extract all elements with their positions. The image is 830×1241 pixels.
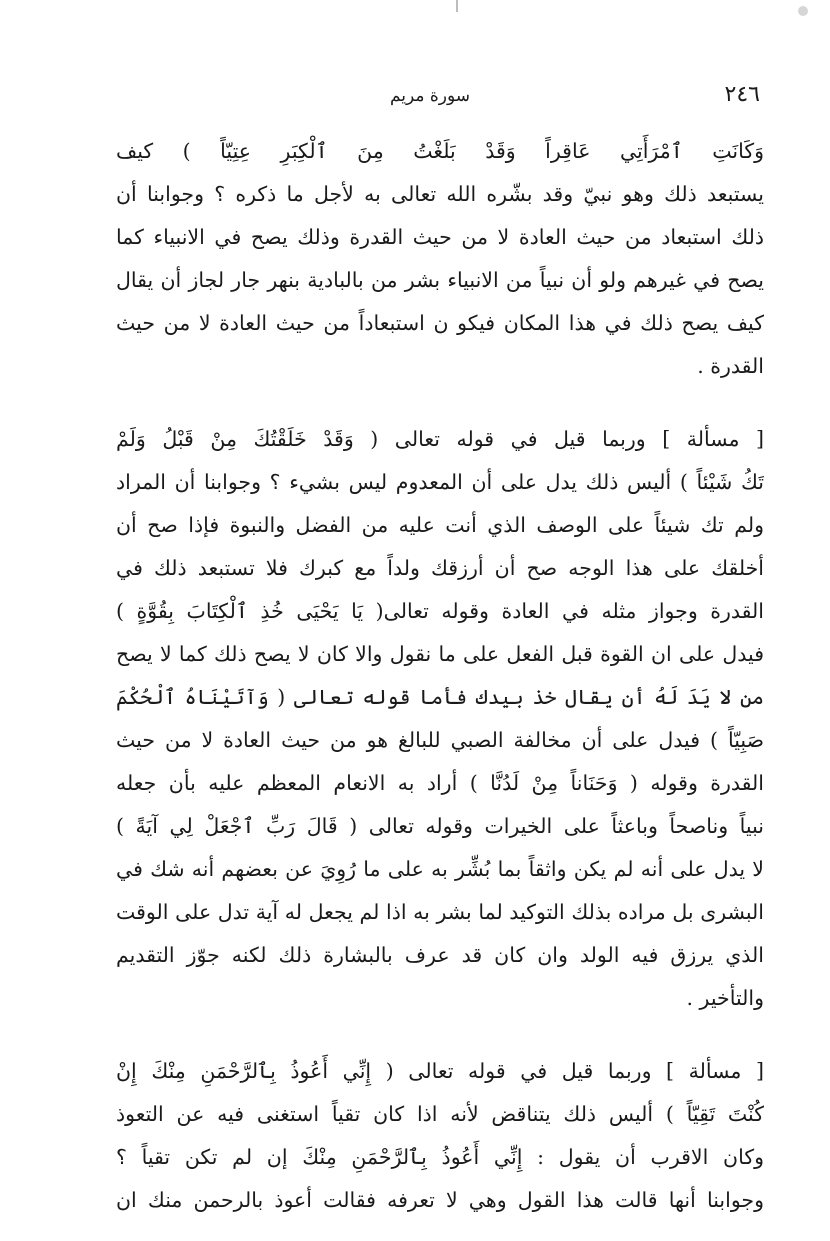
text-line: فيدل على ان القوة قبل الفعل على ما نقول والا كان لا يصح ذلك كما لا يصح (116, 642, 764, 666)
paragraph (116, 130, 764, 388)
paragraph (116, 418, 764, 1020)
text-line: يستبعد ذلك وهو نبيّ وقد بشّره الله تعالى به لأجل ما ذكره ؟ وجوابنا أن (116, 182, 764, 206)
text-line: [ مسألة ] وربما قيل في قوله تعالى ( إِنِّي أَعُوذُ بِٱلرَّحْمَنِ مِنْكَ إِنْ (116, 1059, 764, 1083)
text-line: من لا يَدَ لَهُ أن يقال خذ بيدك فأما قوله تعالى ( وَآتَيْنَاهُ ٱلْحُكْمَ (116, 685, 764, 709)
page-number: ٢٤٦ (724, 82, 760, 107)
text-line: تَكُ شَيْئاً ) أليس ذلك يدل على أن المعدوم ليس بشيء ؟ وجوابنا أن المراد (116, 470, 764, 494)
page-header (100, 82, 760, 114)
scan-artifact (456, 0, 458, 12)
text-line: [ مسألة ] وربما قيل في قوله تعالى ( وَقَدْ خَلَقْتُكَ مِنْ قَبْلُ وَلَمْ (116, 427, 764, 451)
body-text (116, 130, 764, 1222)
text-line: نبياً وناصحاً وباعثاً على الخيرات وقوله تعالى ( قَالَ رَبِّ ٱجْعَلْ لِي آيَةً ) (116, 814, 764, 838)
text-line: كيف يصح ذلك في هذا المكان فيكو ن استبعاداً من حيث العادة لا من حيث (116, 311, 764, 335)
text-line: القدرة وجواز مثله في العادة وقوله تعالى( يَا يَحْيَى خُذِ ٱلْكِتَابَ بِقُوَّةٍ ) (116, 599, 764, 623)
paragraph (116, 1050, 764, 1222)
scan-artifact-dot (798, 6, 808, 16)
text-line: لا يدل على أنه لم يكن واثقاً بما بُشِّر به على ما رُوِيَ عن بعضهم أنه شك في (116, 857, 764, 881)
text-line: أخلقك على هذا الوجه صح أن أرزقك ولداً مع كبرك فلا تستبعد ذلك في (116, 556, 764, 580)
text-line: ذلك استبعاد من حيث العادة لا من حيث القدرة وذلك يصح في الانبياء كما (116, 225, 764, 249)
text-line: القدرة . (697, 354, 764, 378)
text-line: كُنْتَ تَقِيّاً ) أليس ذلك يتناقض لأنه اذا كان تقياً استغنى فيه عن التعوذ (116, 1102, 764, 1126)
text-line: صَبِيّاً ) فيدل على أن مخالفة الصبي للبالغ هو من حيث العادة لا من حيث (116, 728, 764, 752)
running-title: سورة مريم (389, 86, 471, 106)
text-line: ولم تك شيئاً على الوصف الذي أنت عليه من الفضل والنبوة فإذا صح أن (116, 513, 764, 537)
text-line: يصح في غيرهم ولو أن نبياً من الانبياء بشر من بالبادية بنهر جار لجاز أن يقال (116, 268, 764, 292)
text-line: القدرة وقوله ( وَحَنَاناً مِنْ لَدُنَّا ) أراد به الانعام المعظم عليه بأن جعله (116, 771, 764, 795)
text-line: وَكَانَتِ ٱمْرَأَتِي عَاقِراً وَقَدْ بَلَغْتُ مِنَ ٱلْكِبَرِ عِتِيّاً ) كيف (116, 139, 764, 163)
text-line: وكان الاقرب أن يقول : إِنِّي أَعُوذُ بِٱلرَّحْمَنِ مِنْكَ إن لم تكن تقياً ؟ (116, 1145, 764, 1169)
text-line: الذي يرزق فيه الولد وان كان قد عرف بالبشارة ذلك لكنه جوّز التقديم (116, 943, 764, 967)
text-line: وجوابنا أنها قالت هذا القول وهي لا تعرفه فقالت أعوذ بالرحمن منك ان (116, 1188, 764, 1212)
text-line: البشرى بل مراده بذلك التوكيد لما بشر به اذا لم يجعل له آية تدل على الوقت (116, 900, 764, 924)
text-line: والتأخير . (686, 986, 764, 1010)
